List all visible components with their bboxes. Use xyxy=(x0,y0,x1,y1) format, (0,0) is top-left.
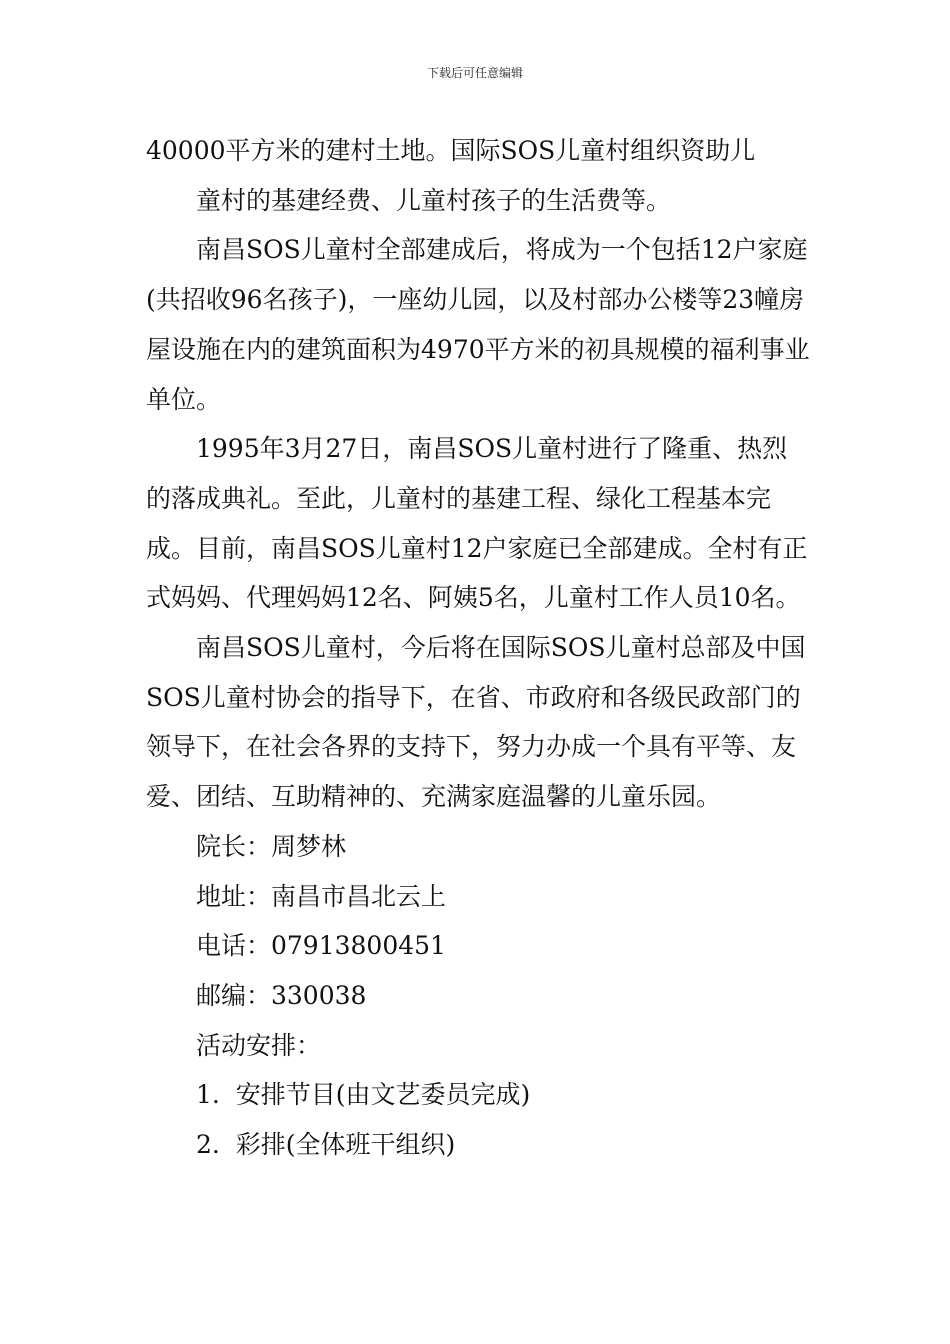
info-phone: 电话：07913800451 xyxy=(196,931,446,961)
paragraph-funding: 童村的基建经费、儿童村孩子的生活费等。 xyxy=(196,185,672,215)
info-postcode: 邮编：330038 xyxy=(196,980,367,1010)
paragraph-land: 40000平方米的建村土地。国际SOS儿童村组织资助儿 xyxy=(146,136,756,165)
info-address: 地址：南昌市昌北云上 xyxy=(196,881,447,911)
page-header: 下载后可任意编辑 xyxy=(426,66,523,80)
info-director: 院长：周梦林 xyxy=(196,831,347,861)
activity-item: 1. 安排节目(由文艺委员完成) xyxy=(196,1080,531,1110)
paragraph-future: 南昌SOS儿童村，今后将在国际SOS儿童村总部及中国SOS儿童村协会的指导下，在省、市政府和各级民政部门的领导下，在社会各界的支持下，努力办成一个具有平等、友爱、团结、互助精神的、充满家庭温馨的儿童乐园。 xyxy=(146,633,806,812)
document-body xyxy=(146,126,811,1170)
paragraph-construction: 南昌SOS儿童村全部建成后，将成为一个包括12户家庭(共招收96名孩子)，一座幼儿园，以及村部办公楼等23幢房屋设施在内的建筑面积为4970平方米的初具规模的福利事业单位。 xyxy=(146,235,810,414)
paragraph-ceremony: 1995年3月27日，南昌SOS儿童村进行了隆重、热烈的落成典礼。至此，儿童村的基建工程、绿化工程基本完成。目前，南昌SOS儿童村12户家庭已全部建成。全村有正式妈妈、代理妈妈12名、阿姨5名，儿童村工作人员10名。 xyxy=(146,434,808,613)
activities-heading: 活动安排： xyxy=(196,1030,322,1060)
activity-item: 2. 彩排(全体班干组织) xyxy=(196,1130,456,1160)
